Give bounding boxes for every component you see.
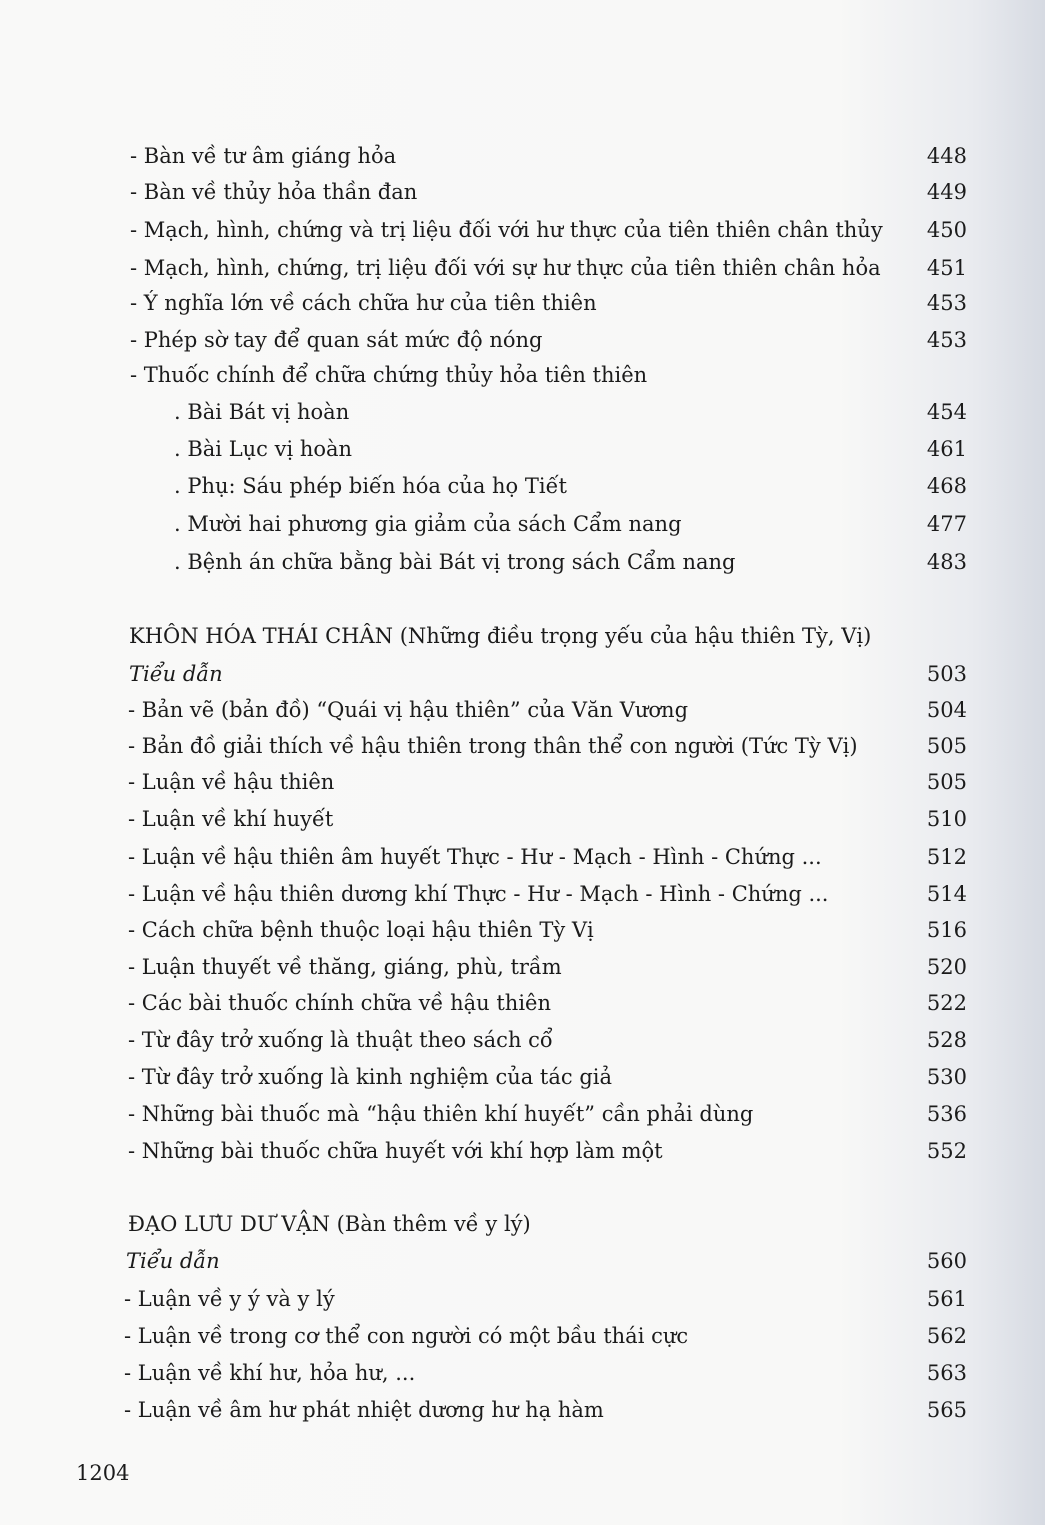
entry-page: 516 (926, 918, 967, 942)
entry-title: - Những bài thuốc chữa huyết với khí hợp làm một (128, 1139, 663, 1163)
entry-title: . Bệnh án chữa bằng bài Bát vị trong sách Cẩm nang (174, 550, 736, 574)
entry-title: - Cách chữa bệnh thuộc loại hậu thiên Tỳ Vị (128, 918, 594, 942)
entry-title: - Những bài thuốc mà “hậu thiên khí huyết” cần phải dùng (128, 1102, 754, 1126)
entry-page: 483 (926, 550, 967, 574)
toc-entry (0, 1281, 1045, 1317)
toc-entry (0, 1243, 1045, 1279)
entry-title: - Bản vẽ (bản đồ) “Quái vị hậu thiên” của Văn Vương (128, 698, 689, 722)
entry-page: 522 (926, 991, 967, 1015)
entry-page: 453 (926, 328, 967, 352)
entry-page: 530 (926, 1065, 967, 1089)
entry-page: 448 (926, 144, 967, 168)
toc-entry (0, 138, 1045, 174)
section-heading (0, 1206, 1045, 1242)
entry-title: . Mười hai phương gia giảm của sách Cẩm nang (174, 512, 682, 536)
page-number: 1204 (76, 1461, 130, 1485)
toc-entry (0, 1059, 1045, 1095)
entry-page: 451 (926, 256, 967, 280)
toc-entry (0, 728, 1045, 764)
entry-page: 505 (926, 770, 967, 794)
entry-title: - Luận về y ý và y lý (124, 1287, 335, 1311)
entry-page: 562 (926, 1324, 967, 1348)
entry-page: 536 (926, 1102, 967, 1126)
toc-entry (0, 764, 1045, 800)
entry-page: 561 (926, 1287, 967, 1311)
toc-entry (0, 431, 1045, 467)
entry-page: 505 (926, 734, 967, 758)
toc-entry (0, 876, 1045, 912)
entry-title: - Từ đây trở xuống là thuật theo sách cổ (128, 1028, 553, 1052)
toc-entry (0, 250, 1045, 286)
toc-entry (0, 1133, 1045, 1169)
entry-title: - Luận về âm hư phát nhiệt dương hư hạ hàm (124, 1398, 604, 1422)
entry-title: - Luận về hậu thiên (128, 770, 335, 794)
toc-entry (0, 544, 1045, 580)
toc-entry (0, 1318, 1045, 1354)
entry-title: - Luận về hậu thiên dương khí Thực - Hư - Mạch - Hình - Chứng ... (128, 882, 829, 906)
entry-title: . Bài Lục vị hoàn (174, 437, 353, 461)
entry-page: 560 (926, 1249, 967, 1273)
entry-title: Tiểu dẫn (129, 662, 223, 686)
entry-title: - Các bài thuốc chính chữa về hậu thiên (128, 991, 551, 1015)
entry-page: 563 (926, 1361, 967, 1385)
entry-page: 477 (926, 512, 967, 536)
entry-title: - Luận về hậu thiên âm huyết Thực - Hư - Mạch - Hình - Chứng ... (128, 845, 822, 869)
entry-title: - Từ đây trở xuống là kinh nghiệm của tác giả (128, 1065, 612, 1089)
entry-title: - Mạch, hình, chứng, trị liệu đối với sự hư thực của tiên thiên chân hỏa (130, 256, 881, 280)
entry-page: 468 (926, 474, 967, 498)
toc-entry (0, 394, 1045, 430)
toc-entry (0, 322, 1045, 358)
toc-entry (0, 285, 1045, 321)
toc-entry (0, 212, 1045, 248)
entry-page: 528 (926, 1028, 967, 1052)
section-heading (0, 618, 1045, 654)
section-title: KHÔN HÓA THÁI CHÂN (Những điều trọng yếu của hậu thiên Tỳ, Vị) (129, 624, 872, 648)
toc-entry (0, 1355, 1045, 1391)
entry-title: - Bàn về thủy hỏa thần đan (130, 180, 418, 204)
entry-page: 504 (926, 698, 967, 722)
toc-entry (0, 985, 1045, 1021)
entry-title: . Bài Bát vị hoàn (174, 400, 350, 424)
entry-title: - Luận về khí hư, hỏa hư, ... (124, 1361, 416, 1385)
entry-title: . Phụ: Sáu phép biến hóa của họ Tiết (174, 474, 567, 498)
entry-title: - Luận thuyết về thăng, giáng, phù, trầm (128, 955, 562, 979)
toc-entry (0, 801, 1045, 837)
entry-title: - Mạch, hình, chứng và trị liệu đối với hư thực của tiên thiên chân thủy (130, 218, 883, 242)
entry-title: - Luận về khí huyết (128, 807, 334, 831)
entry-page: 520 (926, 955, 967, 979)
entry-title: - Thuốc chính để chữa chứng thủy hỏa tiên thiên (130, 363, 648, 387)
entry-page: 565 (926, 1398, 967, 1422)
entry-title: - Ý nghĩa lớn về cách chữa hư của tiên thiên (130, 291, 597, 315)
entry-page: 510 (926, 807, 967, 831)
toc-entry (0, 174, 1045, 210)
entry-title: - Bàn về tư âm giáng hỏa (130, 144, 397, 168)
entry-page: 512 (926, 845, 967, 869)
entry-title: - Luận về trong cơ thể con người có một bầu thái cực (124, 1324, 689, 1348)
toc-entry (0, 1096, 1045, 1132)
toc-entry (0, 656, 1045, 692)
entry-page: 454 (926, 400, 967, 424)
section-title: ĐẠO LƯU DƯ VẬN (Bàn thêm về y lý) (128, 1212, 531, 1236)
entry-title: Tiểu dẫn (126, 1249, 220, 1273)
entry-page: 514 (926, 882, 967, 906)
entry-page: 503 (926, 662, 967, 686)
entry-page: 461 (926, 437, 967, 461)
toc-entry (0, 692, 1045, 728)
entry-title: - Bản đồ giải thích về hậu thiên trong thân thể con người (Tức Tỳ Vị) (128, 734, 858, 758)
toc-entry (0, 1022, 1045, 1058)
toc-entry (0, 506, 1045, 542)
toc-entry (0, 357, 1045, 393)
toc-entry (0, 912, 1045, 948)
toc-entry (0, 949, 1045, 985)
toc-entry (0, 1392, 1045, 1428)
entry-page: 450 (926, 218, 967, 242)
entry-page: 449 (926, 180, 967, 204)
entry-page: 552 (926, 1139, 967, 1163)
entry-title: - Phép sờ tay để quan sát mức độ nóng (130, 328, 543, 352)
toc-entry (0, 468, 1045, 504)
toc-entry (0, 839, 1045, 875)
entry-page: 453 (926, 291, 967, 315)
